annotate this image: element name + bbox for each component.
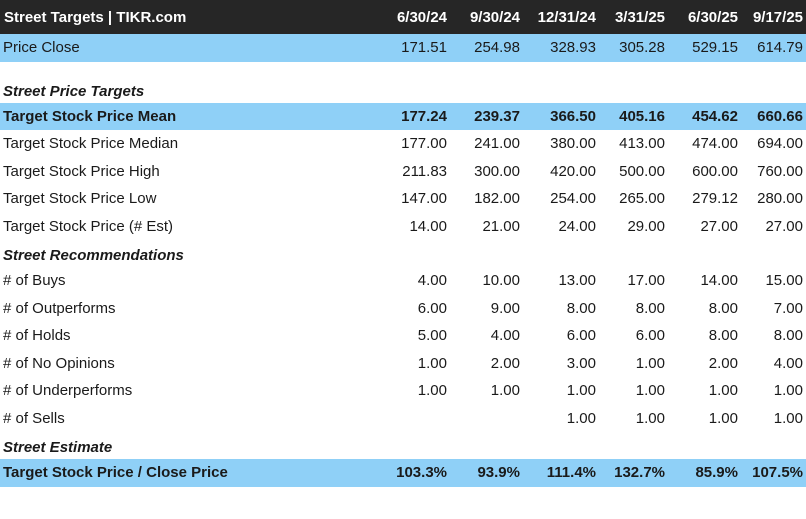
section-title: Street Price Targets: [3, 82, 145, 100]
sells-row: [0, 405, 806, 433]
cell-value: 8.00: [708, 299, 738, 317]
cell-value: 1.00: [708, 382, 738, 400]
column-date: 6/30/25: [687, 8, 738, 26]
cell-value: 6.00: [417, 299, 447, 317]
cell-value: 328.93: [550, 39, 596, 57]
cell-value: 1.00: [773, 409, 803, 427]
outperforms-row: [0, 295, 806, 323]
underperforms-row: [0, 377, 806, 405]
cell-value: 280.00: [757, 190, 803, 208]
cell-value: 4.00: [490, 327, 520, 345]
cell-value: 27.00: [765, 217, 803, 235]
cell-value: 132.7%: [614, 464, 665, 482]
cell-value: 366.50: [550, 107, 596, 125]
row-label: Target Stock Price (# Est): [3, 217, 174, 235]
cell-value: 1.00: [773, 382, 803, 400]
cell-value: 14.00: [700, 272, 738, 290]
cell-value: 7.00: [773, 299, 803, 317]
cell-value: 420.00: [550, 162, 596, 180]
header-row: [0, 0, 806, 34]
table-title: Street Targets | TIKR.com: [4, 8, 187, 26]
cell-value: 177.24: [401, 107, 447, 125]
cell-value: 17.00: [627, 272, 665, 290]
cell-value: 279.12: [692, 190, 738, 208]
target-close-ratio-row: [0, 459, 806, 487]
cell-value: 1.00: [566, 382, 596, 400]
cell-value: 600.00: [692, 162, 738, 180]
cell-value: 1.00: [635, 354, 665, 372]
cell-value: 21.00: [482, 217, 520, 235]
cell-value: 5.00: [417, 327, 447, 345]
row-label: # of Buys: [3, 272, 66, 290]
cell-value: 300.00: [474, 162, 520, 180]
section-header-price-targets: [0, 76, 806, 103]
column-date: 9/17/25: [752, 8, 803, 26]
cell-value: 474.00: [692, 135, 738, 153]
cell-value: 111.4%: [546, 464, 596, 482]
cell-value: 380.00: [550, 135, 596, 153]
target-low-row: [0, 185, 806, 213]
row-label: Target Stock Price Median: [3, 135, 179, 153]
cell-value: 6.00: [566, 327, 596, 345]
cell-value: 241.00: [474, 135, 520, 153]
section-header-recommendations: [0, 240, 806, 267]
target-high-row: [0, 158, 806, 186]
cell-value: 9.00: [490, 299, 520, 317]
section-header-estimate: [0, 432, 806, 459]
cell-value: 529.15: [692, 39, 738, 57]
row-label: Target Stock Price High: [3, 162, 160, 180]
cell-value: 2.00: [708, 354, 738, 372]
target-median-row: [0, 130, 806, 158]
cell-value: [378, 405, 450, 433]
section-title: Street Estimate: [3, 439, 113, 456]
holds-row: [0, 322, 806, 350]
section-title: Street Recommendations: [3, 247, 184, 264]
cell-value: 6.00: [635, 327, 665, 345]
cell-value: 14.00: [409, 217, 447, 235]
cell-value: [450, 405, 523, 433]
target-mean-row: [0, 103, 806, 131]
column-date: 9/30/24: [469, 8, 520, 26]
cell-value: 147.00: [401, 190, 447, 208]
cell-value: 3.00: [566, 354, 596, 372]
cell-value: 454.62: [692, 107, 738, 125]
row-label: # of Outperforms: [3, 299, 116, 317]
cell-value: 85.9%: [695, 464, 738, 482]
cell-value: 177.00: [401, 135, 447, 153]
cell-value: 8.00: [566, 299, 596, 317]
cell-value: 8.00: [635, 299, 665, 317]
cell-value: 239.37: [474, 107, 520, 125]
cell-value: 13.00: [558, 272, 596, 290]
cell-value: 413.00: [619, 135, 665, 153]
cell-value: 405.16: [619, 107, 665, 125]
cell-value: 103.3%: [396, 464, 447, 482]
row-label: # of Holds: [3, 327, 71, 345]
price-close-row: [0, 34, 806, 62]
cell-value: 660.66: [757, 107, 803, 125]
cell-value: 29.00: [627, 217, 665, 235]
cell-value: 2.00: [490, 354, 520, 372]
cell-value: 4.00: [773, 354, 803, 372]
cell-value: 1.00: [566, 409, 596, 427]
cell-value: 265.00: [619, 190, 665, 208]
row-label: Price Close: [3, 39, 80, 57]
cell-value: 254.00: [550, 190, 596, 208]
row-label: Target Stock Price Mean: [3, 107, 177, 125]
buys-row: [0, 267, 806, 295]
cell-value: 760.00: [757, 162, 803, 180]
cell-value: 1.00: [417, 354, 447, 372]
cell-value: 4.00: [417, 272, 447, 290]
cell-value: 1.00: [635, 409, 665, 427]
cell-value: 1.00: [635, 382, 665, 400]
cell-value: 254.98: [474, 39, 520, 57]
row-label: Target Stock Price Low: [3, 190, 157, 208]
cell-value: 305.28: [619, 39, 665, 57]
cell-value: 8.00: [773, 327, 803, 345]
cell-value: 1.00: [490, 382, 520, 400]
column-date: 12/31/24: [537, 8, 596, 26]
cell-value: 694.00: [757, 135, 803, 153]
cell-value: 15.00: [765, 272, 803, 290]
cell-value: 182.00: [474, 190, 520, 208]
cell-value: 8.00: [708, 327, 738, 345]
no-opinions-row: [0, 350, 806, 378]
cell-value: 211.83: [402, 162, 447, 180]
cell-value: 10.00: [482, 272, 520, 290]
row-label: Target Stock Price / Close Price: [3, 464, 228, 482]
row-label: # of Underperforms: [3, 382, 133, 400]
cell-value: 171.51: [401, 39, 447, 57]
column-date: 3/31/25: [614, 8, 665, 26]
cell-value: 93.9%: [477, 464, 520, 482]
cell-value: 1.00: [708, 409, 738, 427]
spacer-row: [0, 62, 806, 76]
row-label: # of No Opinions: [3, 354, 115, 372]
cell-value: 107.5%: [752, 464, 803, 482]
cell-value: 614.79: [757, 39, 803, 57]
column-date: 6/30/24: [396, 8, 447, 26]
row-label: # of Sells: [3, 409, 65, 427]
cell-value: 27.00: [700, 217, 738, 235]
target-est-count-row: [0, 213, 806, 241]
cell-value: 1.00: [417, 382, 447, 400]
cell-value: 24.00: [558, 217, 596, 235]
cell-value: 500.00: [619, 162, 665, 180]
